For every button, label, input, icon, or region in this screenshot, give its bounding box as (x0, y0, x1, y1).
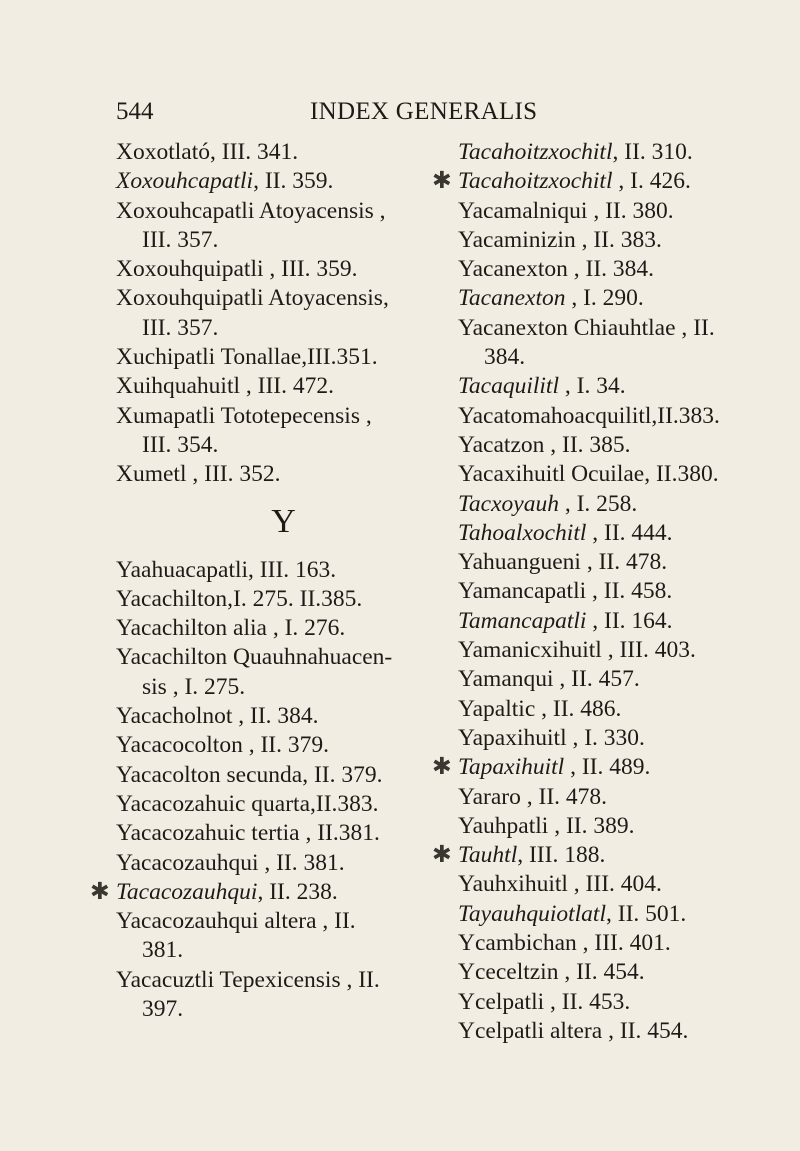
entry-reference: , II. 381. (258, 849, 345, 876)
entry-reference: , II. 384. (232, 703, 319, 730)
index-entry (116, 643, 451, 702)
entry-reference: , III. 341. (210, 139, 299, 165)
index-entry (458, 812, 793, 841)
entry-reference: , II. 385. (544, 431, 631, 458)
right-column (432, 138, 793, 1046)
index-entry (90, 878, 451, 907)
entry-name: Yamanqui (458, 666, 554, 693)
entry-name: Tacahoitzxochitl (458, 139, 613, 165)
entry-reference: II. 379. (308, 761, 383, 788)
entry-reference: , III. 404. (567, 871, 662, 898)
entry-name: Yamanicxihuitl (458, 637, 602, 664)
entry-name: Tayauhquiotlatl (458, 900, 606, 927)
entry-reference: , II. 478. (520, 783, 608, 810)
index-entry (432, 841, 793, 870)
entry-name: Yapaxihuitl (458, 724, 567, 751)
entry-name: Yacacolton secunda, (116, 761, 309, 788)
entry-name: Xumapatli Tototepecensis , (116, 402, 372, 429)
entry-name: Ycelpatli altera (458, 1017, 603, 1044)
entry-name: Yacacozahuic tertia (116, 820, 300, 847)
entry-reference: II. (352, 966, 380, 993)
index-entry (458, 138, 793, 167)
entry-name: Yceceltzin (458, 959, 559, 986)
index-entry (458, 197, 793, 226)
running-title: INDEX GENERALIS (310, 98, 538, 125)
entry-name: Yauhpatli (458, 812, 549, 839)
asterisk-icon: ✱ (432, 842, 452, 869)
entry-name: Xumetl (116, 461, 187, 488)
index-entry (458, 372, 793, 401)
entry-continuation: III. 357. (142, 314, 219, 341)
left-column (90, 138, 451, 1024)
entry-name: Yahuangueni (458, 549, 581, 576)
index-entry (458, 519, 793, 548)
index-entry (458, 783, 793, 812)
index-entry (458, 460, 793, 489)
entry-continuation: 381. (142, 937, 184, 964)
entry-reference: II. (328, 908, 356, 935)
index-entry (116, 966, 451, 1025)
index-entry (116, 819, 451, 848)
index-entry (116, 343, 451, 372)
entry-reference: , II. 501. (606, 900, 687, 927)
entry-name: Yararo (458, 783, 521, 810)
entry-continuation: 384. (484, 344, 526, 371)
entry-name: Yacacozauhqui (116, 849, 259, 876)
entry-name: Tacanexton (458, 285, 566, 312)
index-entry (116, 138, 451, 167)
entry-name: Tacacozauhqui (116, 878, 258, 905)
entry-reference: , II. 489. (564, 754, 651, 781)
index-entry (116, 402, 451, 461)
entry-name: Yamancapatli (458, 578, 587, 605)
entries-right (432, 138, 793, 1046)
section-letter: Y (271, 502, 296, 540)
index-entry (458, 490, 793, 519)
entry-reference: , II. 359. (253, 168, 334, 195)
entry-name: Yacanexton Chiauhtlae , (458, 314, 688, 341)
entry-continuation: sis , I. 275. (142, 673, 246, 700)
entry-reference: , II. 383. (575, 226, 662, 253)
entry-reference: , III. 359. (263, 256, 358, 283)
index-entry (458, 1017, 793, 1046)
index-entry (116, 614, 451, 643)
entry-name: Tahoalxochitl (458, 519, 587, 546)
index-entry (458, 929, 793, 958)
entry-name: Yacatzon (458, 431, 545, 458)
entry-name: Yacatomahoacquilitl, (458, 402, 658, 429)
entry-name: Tapaxihuitl (458, 754, 565, 781)
index-entry (116, 790, 451, 819)
index-entry (116, 556, 451, 585)
index-entry (116, 731, 451, 760)
entry-continuation: III. 357. (142, 226, 219, 253)
entry-reference: III.351. (307, 344, 378, 371)
entry-reference: , II. 458. (586, 578, 673, 605)
entry-name: Xoxouhcapatli Atoyacensis , (116, 197, 386, 224)
asterisk-icon: ✱ (90, 878, 110, 905)
entry-reference: , II. 486. (535, 695, 622, 722)
index-entry (116, 585, 451, 614)
index-entry (116, 907, 451, 966)
entry-continuation: 397. (142, 996, 184, 1023)
index-entry (458, 431, 793, 460)
entry-reference: , II.381. (299, 820, 380, 847)
entry-name: Yacacocolton (116, 732, 243, 759)
entry-reference: , III. 401. (576, 930, 671, 957)
entry-reference: , II. 310. (612, 139, 693, 165)
entry-reference: , II. 380. (587, 197, 674, 224)
index-entry (432, 167, 793, 196)
index-entry (458, 402, 793, 431)
index-entry (458, 226, 793, 255)
entry-name: Tamancapatli (458, 607, 587, 634)
entry-reference: , I. 290. (565, 285, 644, 312)
index-entry (458, 870, 793, 899)
entry-name: Ycelpatli (458, 988, 545, 1015)
entry-reference: , I. 426. (612, 168, 691, 195)
entry-reference: , II. 453. (544, 988, 631, 1015)
entry-name: Tacahoitzxochitl (458, 168, 613, 195)
index-entry (116, 372, 451, 401)
entry-name: Yacachilton alia (116, 615, 267, 642)
entry-reference: , III. 188. (517, 842, 606, 869)
index-entry (116, 284, 451, 343)
index-entry (116, 255, 451, 284)
entry-name: Xoxouhquipatli (116, 256, 264, 283)
index-entry (432, 753, 793, 782)
index-entry (116, 761, 451, 790)
entry-name: Yacacholnot (116, 703, 233, 730)
index-entry (458, 958, 793, 987)
entry-name: Xuihquahuitl (116, 373, 241, 400)
entry-name: Yacanexton (458, 256, 568, 283)
entry-name: Xoxotlató (116, 139, 210, 165)
entry-reference: , II. 457. (553, 666, 640, 693)
index-entry (458, 988, 793, 1017)
entry-reference: , I. 330. (566, 724, 645, 751)
index-entry (116, 702, 451, 731)
entry-reference: , III. 472. (240, 373, 335, 400)
entry-reference: , II. 389. (548, 812, 635, 839)
entry-reference: , II. 238. (257, 878, 338, 905)
entry-name: Yaahuacapatli (116, 556, 249, 583)
entry-name: Yacachilton Quauhnahuacen- (116, 644, 393, 671)
index-entry (458, 636, 793, 665)
entry-name: Yacachilton, (116, 585, 234, 612)
entry-reference: , III. 352. (186, 461, 281, 488)
entry-reference: II. (687, 314, 715, 341)
entry-reference: , II. 478. (580, 549, 668, 576)
entry-reference: , II. 454. (558, 959, 645, 986)
asterisk-icon: ✱ (432, 168, 452, 195)
entry-name: Yacacozauhqui altera , (116, 908, 329, 935)
entry-name: Yacaminizin (458, 226, 576, 253)
index-entry (458, 314, 793, 373)
entry-name: Yacacuztli Tepexicensis , (116, 966, 353, 993)
entry-name: Xoxouhcapatli (116, 168, 254, 195)
index-entry (458, 284, 793, 313)
entry-reference: , II. 444. (586, 519, 673, 546)
index-entry (116, 167, 451, 196)
entry-name: Yacaxihuitl Ocuilae, (458, 461, 651, 488)
entry-name: Yauhxihuitl (458, 871, 568, 898)
index-entry (458, 724, 793, 753)
entry-reference: , I. 276. (266, 615, 346, 642)
entry-name: Tacaquilitl (458, 373, 559, 400)
entries-x (116, 138, 451, 490)
entry-reference: , II. 384. (567, 256, 655, 283)
entry-continuation: III. 354. (142, 431, 219, 458)
entry-name: Yapaltic (458, 695, 536, 722)
index-entry (458, 577, 793, 606)
index-entry (458, 695, 793, 724)
entry-name: Xoxouhquipatli Atoyacensis, (116, 285, 389, 312)
page-number: 544 (116, 98, 154, 125)
entries-y (90, 556, 451, 1025)
asterisk-icon: ✱ (432, 754, 452, 781)
entry-name: Yacacozahuic quarta, (116, 790, 316, 817)
entry-reference: II.383. (315, 790, 379, 817)
entry-reference: II.380. (650, 461, 719, 488)
entry-name: Xuchipatli Tonallae, (116, 344, 308, 371)
entry-name: Yacamalniqui (458, 197, 588, 224)
index-entry (458, 607, 793, 636)
index-entry (458, 255, 793, 284)
entry-reference: II.383. (657, 402, 720, 429)
entry-reference: I. 275. II.385. (233, 585, 363, 612)
index-entry (458, 900, 793, 929)
entry-reference: , III. 163. (248, 556, 337, 583)
entry-name: Ycambichan (458, 930, 577, 957)
entry-name: Tacxoyauh (458, 490, 559, 517)
entry-reference: , II. 379. (242, 732, 329, 759)
entry-reference: , II. 454. (602, 1017, 689, 1044)
index-entry (116, 460, 451, 489)
entry-reference: , I. 34. (559, 373, 626, 400)
index-entry (116, 197, 451, 256)
entry-reference: , II. 164. (586, 607, 673, 634)
index-entry (116, 849, 451, 878)
index-entry (458, 665, 793, 694)
index-entry (458, 548, 793, 577)
entry-reference: , I. 258. (558, 490, 638, 517)
page-header (0, 98, 800, 132)
entry-reference: , III. 403. (601, 637, 696, 664)
entry-name: Tauhtl (458, 842, 518, 869)
